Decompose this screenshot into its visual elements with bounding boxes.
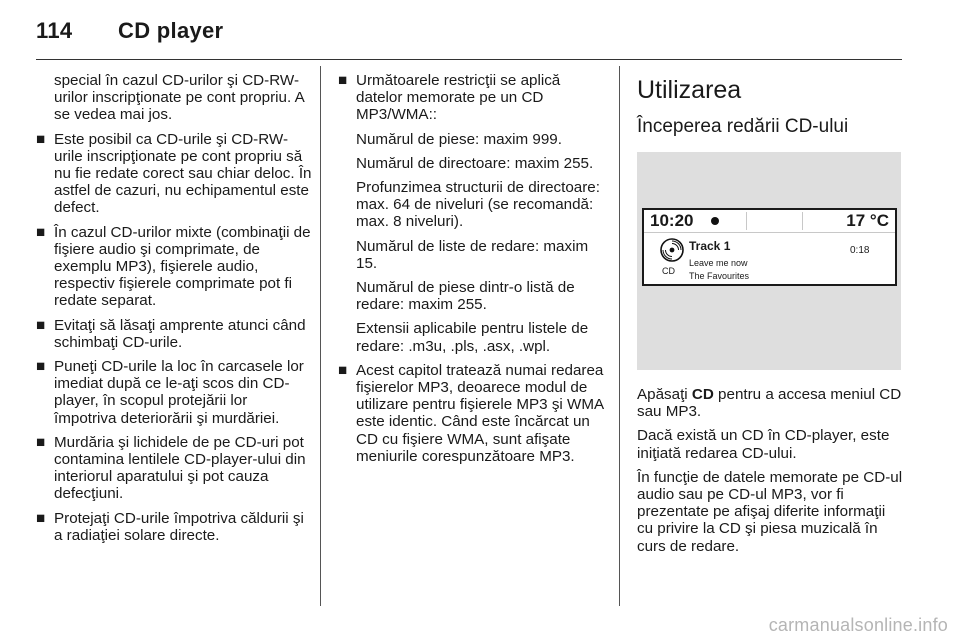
limit-item: Numărul de piese dintr-o listă de redare: maxim 255.: [356, 279, 575, 314]
limit-item: Profunzimea structurii de directoare: max. 64 de niveluri (se recomandă: max. 8 niveluri).: [356, 179, 600, 231]
outside-temperature: 17 °C: [846, 211, 889, 230]
bullet-item: [36, 434, 312, 503]
bullet-text: Protejaţi CD-urile împotriva căldurii şi a radiaţiei solare directe.: [54, 509, 304, 544]
bullet-text: Următoarele restricţii se aplică datelor memorate pe un CD MP3/WMA::: [356, 72, 561, 124]
page-title: CD player: [118, 18, 224, 43]
cd-button-reference: CD: [691, 386, 714, 403]
bullet-item: [36, 224, 312, 310]
track-album: The Favourites: [689, 271, 750, 281]
bullet-text: Murdăria şi lichidele de pe CD-uri pot contamina lentilele CD-player-ului din interiorul aparatului şi pot cauza defecţiuni.: [54, 433, 306, 503]
bullet-mark: ■: [338, 361, 348, 379]
bullet-mark: ■: [36, 223, 46, 241]
column-1: [36, 72, 312, 551]
status-dot-icon: [711, 217, 719, 225]
intro-paragraph: special în cazul CD-urilor şi CD-RW-urilor inscripţionate pe cont propriu. A se vedea mai jos.: [54, 72, 304, 124]
info-display-screen: [642, 208, 897, 286]
clock-time: 10:20: [650, 211, 694, 230]
bullet-item: [338, 362, 608, 465]
bullet-text: Puneţi CD-urile la loc în carcasele lor imediat după ce le-aţi scos din CD-player, în scopul protejării lor împotriva deteriorării şi murdăriei.: [54, 358, 304, 427]
source-label: CD: [662, 266, 675, 276]
bullet-text: În cazul CD-urilor mixte (combinaţii de fişiere audio şi comprimate, de exemplu MP3), fişierele audio, respectiv fişierele comprimate pot fi redate separat.: [54, 223, 311, 310]
column-2: [338, 72, 608, 472]
display-status-bar: [644, 210, 895, 233]
bullet-item: [36, 131, 312, 217]
track-name: Track 1: [689, 239, 731, 253]
bullet-item: [338, 72, 608, 124]
bullet-text: Acest capitol tratează numai redarea fişierelor MP3, deoarece modul de utilizare pentru fişierele MP3 şi WMA este identic. Când este încărcat un CD cu fişiere WMA, sunt afişate meniurile corespunzătoare MP3.: [356, 361, 604, 465]
column-divider-left: [320, 66, 321, 606]
limit-item: Numărul de liste de redare: maxim 15.: [356, 237, 589, 272]
bullet-text: Este posibil ca CD-urile şi CD-RW-urile inscripţionate pe cont propriu să nu fie redate corect sau chiar deloc. În astfel de cazuri, nu echipamentul este defect.: [54, 130, 312, 217]
paragraph-text: pentru a accesa meniul CD sau MP3.: [637, 386, 902, 421]
column-3: [637, 72, 903, 562]
display-info-paragraph: În funcţie de datele memorate pe CD-ul audio sau pe CD-ul MP3, vor fi prezentate pe afişaj diferite informaţii cu privire la CD şi piesa muzicală în curs de redare.: [637, 468, 903, 555]
bullet-mark: ■: [338, 72, 348, 89]
limit-item: Numărul de piese: maxim 999.: [356, 130, 562, 148]
column-divider-right: [619, 66, 620, 606]
status-bar-divider: [802, 212, 803, 230]
section-title: Utilizarea: [637, 76, 742, 104]
header-rule: [36, 59, 902, 60]
limit-item: Extensii aplicabile pentru listele de redare: .m3u, .pls, .asx, .wpl.: [356, 320, 589, 355]
elapsed-time: 0:18: [850, 245, 870, 256]
bullet-mark: ■: [36, 316, 46, 334]
bullet-mark: ■: [36, 433, 46, 451]
status-bar-divider: [746, 212, 747, 230]
track-artist: Leave me now: [689, 258, 748, 268]
bullet-item: [36, 317, 312, 351]
bullet-item: [36, 510, 312, 544]
watermark: carmanualsonline.info: [768, 615, 948, 635]
bullet-item: [36, 358, 312, 427]
bullet-mark: ■: [36, 130, 46, 148]
cd-disc-icon: [660, 238, 684, 262]
paragraph-text: Apăsaţi: [637, 386, 692, 403]
page-header: [0, 0, 960, 60]
cd-button-paragraph: [637, 386, 903, 420]
bullet-mark: ■: [36, 509, 46, 527]
bullet-text: Evitaţi să lăsaţi amprente atunci când schimbaţi CD-urile.: [54, 316, 306, 351]
limit-item: Numărul de directoare: maxim 255.: [356, 154, 594, 172]
page-number: 114: [36, 18, 73, 43]
subsection-title: Începerea redării CD-ului: [637, 116, 849, 137]
bullet-mark: ■: [36, 358, 46, 376]
display-illustration: [637, 152, 901, 370]
playback-start-paragraph: Dacă există un CD în CD-player, este iniţiată redarea CD-ului.: [637, 427, 890, 462]
